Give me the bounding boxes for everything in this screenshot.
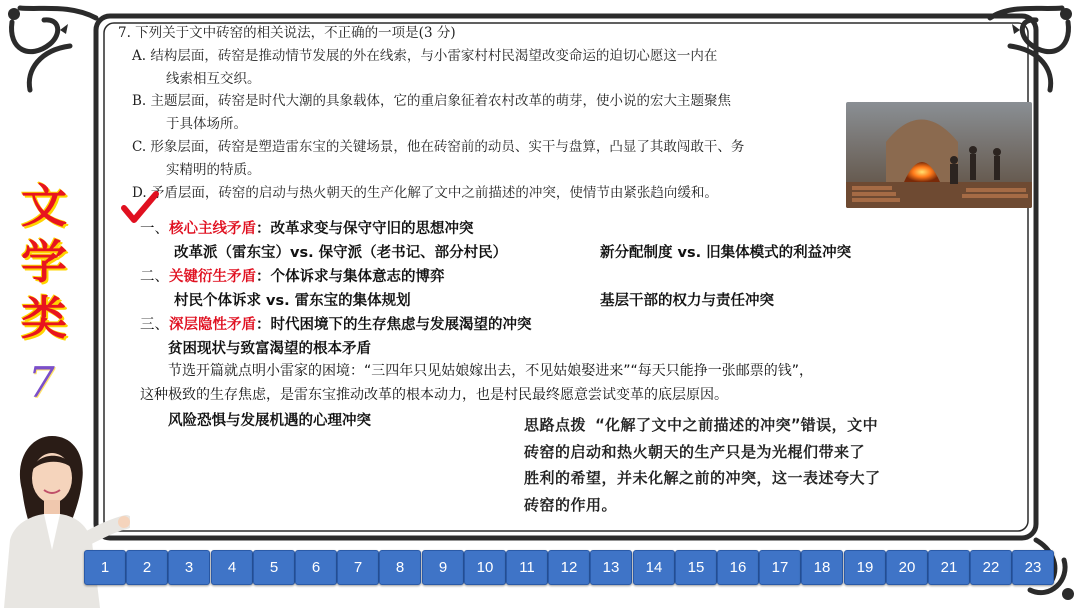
analysis-item-2-heading bbox=[140, 265, 445, 286]
analysis-item-2-sub-left: 村民个体诉求 vs. 雷东宝的集体规划 bbox=[174, 293, 411, 309]
page-button-3[interactable]: 3 bbox=[168, 550, 210, 585]
analysis-item-1-sub-right: 新分配制度 vs. 旧集体模式的利益冲突 bbox=[600, 245, 852, 261]
page-button-19[interactable]: 19 bbox=[844, 550, 886, 585]
page-button-18[interactable]: 18 bbox=[801, 550, 843, 585]
side-category-title bbox=[14, 178, 74, 346]
question-stem: 7. 下列关于文中砖窑的相关说法，不正确的一项是(3 分) bbox=[118, 25, 456, 41]
analysis-paragraph-line1: 节选开篇就点明小雷家的困境：“三四年只见姑娘嫁出去，不见姑娘娶进来”“每天只能挣一张邮票的钱”， bbox=[168, 363, 814, 379]
page-button-10[interactable]: 10 bbox=[464, 550, 506, 585]
option-d-line1: D. 矛盾层面，砖窑的启动与热火朝天的生产化解了文中之前描述的冲突，使情节由紧张趋向缓和。 bbox=[132, 184, 718, 201]
page-button-17[interactable]: 17 bbox=[759, 550, 801, 585]
side-title-char: 文 bbox=[21, 179, 67, 233]
item-title: 深层隐性矛盾 bbox=[169, 317, 256, 333]
page-navigation bbox=[84, 550, 1052, 586]
page-button-15[interactable]: 15 bbox=[675, 550, 717, 585]
item-title: 核心主线矛盾 bbox=[169, 221, 256, 237]
page-button-23[interactable]: 23 bbox=[1012, 550, 1054, 585]
question-block bbox=[118, 22, 838, 204]
page-button-22[interactable]: 22 bbox=[970, 550, 1012, 585]
page-button-9[interactable]: 9 bbox=[422, 550, 464, 585]
page-button-16[interactable]: 16 bbox=[717, 550, 759, 585]
item-prefix: 三、 bbox=[140, 317, 169, 333]
solution-tip bbox=[524, 412, 979, 518]
page-button-12[interactable]: 12 bbox=[548, 550, 590, 585]
analysis-item-3-heading bbox=[140, 313, 532, 334]
item-desc: ：改革求变与保守守旧的思想冲突 bbox=[256, 221, 474, 237]
page-button-8[interactable]: 8 bbox=[379, 550, 421, 585]
page-button-7[interactable]: 7 bbox=[337, 550, 379, 585]
analysis-item-2-sub-right: 基层干部的权力与责任冲突 bbox=[600, 293, 774, 309]
option-d bbox=[132, 182, 838, 205]
item-desc: ：时代困境下的生存焦虑与发展渴望的冲突 bbox=[256, 317, 532, 333]
side-title-char: 类 bbox=[21, 291, 67, 345]
option-c-line2: 实精明的特质。 bbox=[166, 161, 261, 178]
tip-line: 砖窑的作用。 bbox=[524, 495, 618, 514]
side-title-char: 学 bbox=[21, 235, 67, 289]
brick-kiln-photo bbox=[846, 102, 1032, 208]
page-button-21[interactable]: 21 bbox=[928, 550, 970, 585]
option-c bbox=[132, 136, 838, 182]
option-c-line1: C. 形象层面，砖窑是塑造雷东宝的关键场景，他在砖窑前的动员、实干与盘算，凸显了其敢闯敢干、务 bbox=[132, 138, 745, 155]
analysis-item-3-sub-left: 贫困现状与致富渴望的根本矛盾 bbox=[168, 341, 371, 357]
page-button-13[interactable]: 13 bbox=[590, 550, 632, 585]
page-button-5[interactable]: 5 bbox=[253, 550, 295, 585]
page-button-11[interactable]: 11 bbox=[506, 550, 548, 585]
option-b-line2: 于具体场所。 bbox=[166, 116, 247, 133]
option-a-line2: 线索相互交织。 bbox=[166, 70, 261, 87]
option-b bbox=[132, 90, 838, 136]
analysis-last-sub: 风险恐惧与发展机遇的心理冲突 bbox=[168, 413, 371, 429]
side-category-number: 7 bbox=[28, 358, 55, 407]
page-button-4[interactable]: 4 bbox=[211, 550, 253, 585]
item-prefix: 一、 bbox=[140, 221, 169, 237]
page-button-1[interactable]: 1 bbox=[84, 550, 126, 585]
page-button-20[interactable]: 20 bbox=[886, 550, 928, 585]
analysis-item-1-heading bbox=[140, 217, 474, 238]
page-button-14[interactable]: 14 bbox=[633, 550, 675, 585]
page-button-6[interactable]: 6 bbox=[295, 550, 337, 585]
option-a bbox=[132, 45, 838, 91]
option-b-line1: B. 主题层面，砖窑是时代大潮的具象载体，它的重启象征着农村改革的萌芽，使小说的宏大主题聚焦 bbox=[132, 93, 732, 110]
page-button-2[interactable]: 2 bbox=[126, 550, 168, 585]
item-prefix: 二、 bbox=[140, 269, 169, 285]
item-title: 关键衍生矛盾 bbox=[169, 269, 256, 285]
item-desc: ：个体诉求与集体意志的博弈 bbox=[256, 269, 445, 285]
analysis-item-1-sub-left: 改革派（雷东宝）vs. 保守派（老书记、部分村民） bbox=[174, 245, 508, 261]
option-a-line1: A. 结构层面，砖窑是推动情节发展的外在线索，与小雷家村村民渴望改变命运的迫切心愿这一内在 bbox=[132, 47, 718, 64]
analysis-paragraph-line2: 这种极致的生存焦虑，是雷东宝推动改革的根本动力，也是村民最终愿意尝试变革的底层原因。 bbox=[140, 387, 728, 403]
tip-line: 砖窑的启动和热火朝天的生产只是为光棍们带来了 bbox=[524, 442, 866, 461]
tip-line: 胜利的希望，并未化解之前的冲突，这一表述夸大了 bbox=[524, 469, 881, 487]
tip-line: 思路点拨 “化解了文中之前描述的冲突”错误，文中 bbox=[524, 416, 879, 434]
